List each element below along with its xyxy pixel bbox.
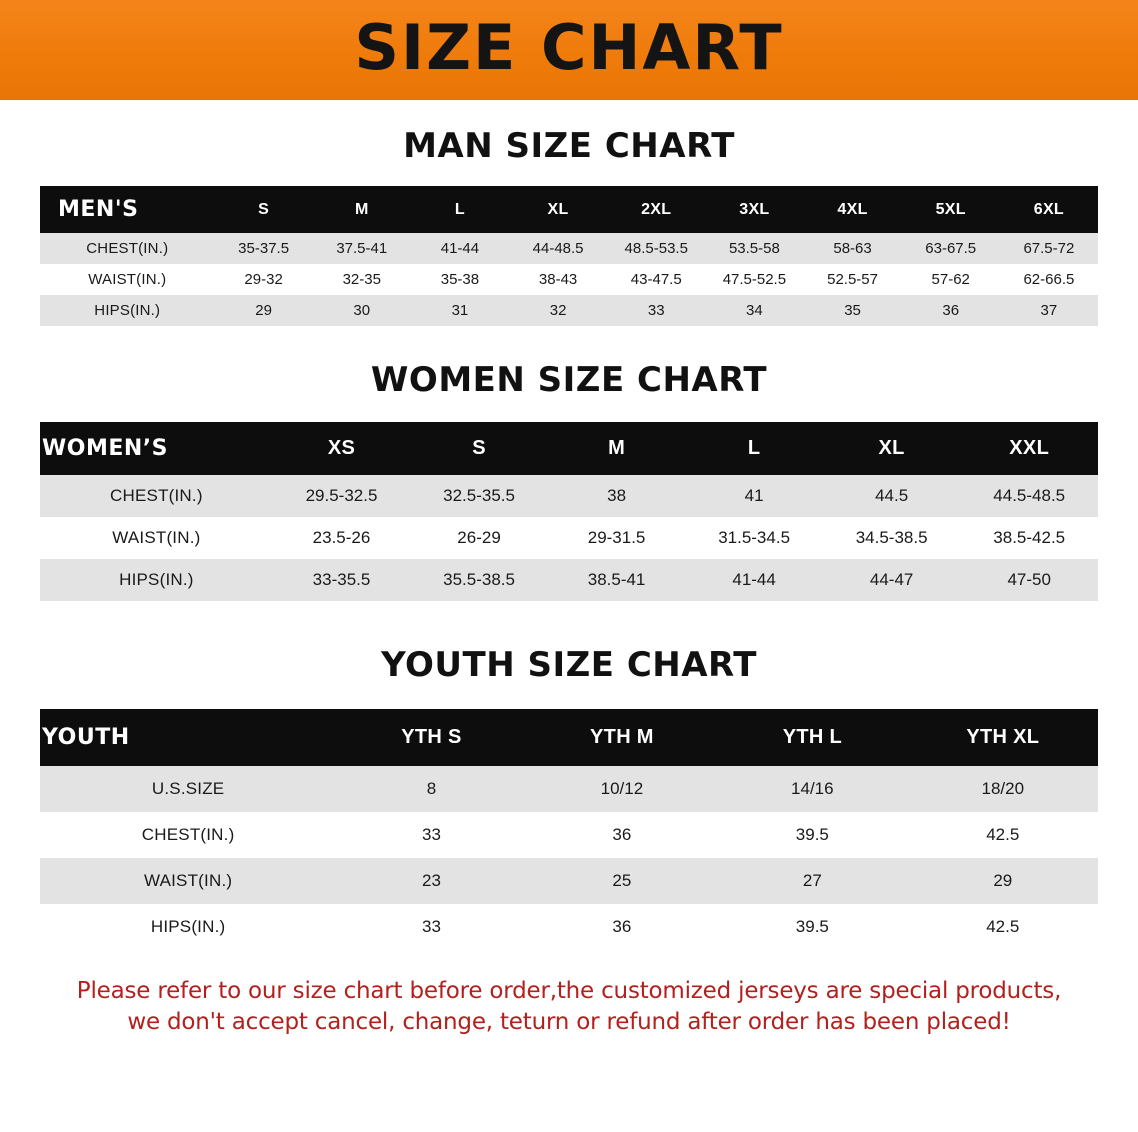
men-cell: 44-48.5 xyxy=(509,233,607,264)
men-row-label: HIPS(IN.) xyxy=(40,295,215,326)
men-cell: 29-32 xyxy=(215,264,313,295)
women-cell: 44.5 xyxy=(823,475,961,517)
women-cell: 44.5-48.5 xyxy=(960,475,1098,517)
youth-cell: 36 xyxy=(527,812,717,858)
youth-cell: 29 xyxy=(908,858,1098,904)
women-cell: 38.5-41 xyxy=(548,559,686,601)
header-banner xyxy=(0,0,1138,100)
youth-row-label: WAIST(IN.) xyxy=(40,858,336,904)
youth-section-title: YOUTH SIZE CHART xyxy=(381,645,757,685)
youth-cell: 42.5 xyxy=(908,812,1098,858)
men-row-label: CHEST(IN.) xyxy=(40,233,215,264)
women-corner-label: WOMEN’S xyxy=(40,422,273,475)
youth-col-header: YTH S xyxy=(336,709,526,766)
men-col-header: S xyxy=(215,186,313,233)
men-cell: 38-43 xyxy=(509,264,607,295)
youth-cell: 33 xyxy=(336,904,526,950)
women-cell: 23.5-26 xyxy=(273,517,411,559)
table-header-row xyxy=(40,709,1098,766)
men-cell: 30 xyxy=(313,295,411,326)
youth-cell: 39.5 xyxy=(717,812,907,858)
table-row xyxy=(40,264,1098,295)
women-cell: 34.5-38.5 xyxy=(823,517,961,559)
women-section-title: WOMEN SIZE CHART xyxy=(370,360,768,400)
men-cell: 48.5-53.5 xyxy=(607,233,705,264)
youth-cell: 23 xyxy=(336,858,526,904)
men-cell: 53.5-58 xyxy=(705,233,803,264)
men-table-body xyxy=(40,233,1098,326)
women-cell: 31.5-34.5 xyxy=(685,517,823,559)
women-cell: 29.5-32.5 xyxy=(273,475,411,517)
women-cell: 35.5-38.5 xyxy=(410,559,548,601)
women-table-wrap xyxy=(0,422,1138,601)
footer-note xyxy=(34,976,1104,1038)
youth-size-table xyxy=(40,709,1098,950)
women-cell: 32.5-35.5 xyxy=(410,475,548,517)
women-col-header: XS xyxy=(273,422,411,475)
man-table-wrap xyxy=(0,186,1138,326)
women-col-header: L xyxy=(685,422,823,475)
youth-cell: 8 xyxy=(336,766,526,812)
men-cell: 35-37.5 xyxy=(215,233,313,264)
men-col-header: 6XL xyxy=(1000,186,1098,233)
youth-cell: 33 xyxy=(336,812,526,858)
page-title: SIZE CHART xyxy=(354,11,784,84)
men-col-header: 4XL xyxy=(803,186,901,233)
table-row xyxy=(40,517,1098,559)
table-header-row xyxy=(40,422,1098,475)
men-size-table xyxy=(40,186,1098,326)
men-cell: 62-66.5 xyxy=(1000,264,1098,295)
men-cell: 29 xyxy=(215,295,313,326)
men-cell: 58-63 xyxy=(803,233,901,264)
men-cell: 37.5-41 xyxy=(313,233,411,264)
youth-cell: 27 xyxy=(717,858,907,904)
women-cell: 41 xyxy=(685,475,823,517)
women-cell: 38.5-42.5 xyxy=(960,517,1098,559)
men-cell: 32-35 xyxy=(313,264,411,295)
men-corner-label: MEN'S xyxy=(40,186,215,233)
youth-cell: 25 xyxy=(527,858,717,904)
youth-col-header: YTH M xyxy=(527,709,717,766)
men-cell: 35 xyxy=(803,295,901,326)
women-cell: 47-50 xyxy=(960,559,1098,601)
women-cell: 29-31.5 xyxy=(548,517,686,559)
table-row xyxy=(40,812,1098,858)
youth-cell: 42.5 xyxy=(908,904,1098,950)
men-cell: 47.5-52.5 xyxy=(705,264,803,295)
table-row xyxy=(40,904,1098,950)
men-cell: 37 xyxy=(1000,295,1098,326)
men-col-header: M xyxy=(313,186,411,233)
youth-row-label: HIPS(IN.) xyxy=(40,904,336,950)
women-col-header: XXL xyxy=(960,422,1098,475)
men-cell: 33 xyxy=(607,295,705,326)
men-cell: 32 xyxy=(509,295,607,326)
table-row xyxy=(40,858,1098,904)
table-row xyxy=(40,233,1098,264)
men-col-header: L xyxy=(411,186,509,233)
youth-table-head xyxy=(40,709,1098,766)
women-col-header: S xyxy=(410,422,548,475)
women-col-header: M xyxy=(548,422,686,475)
table-header-row xyxy=(40,186,1098,233)
men-cell: 31 xyxy=(411,295,509,326)
men-cell: 34 xyxy=(705,295,803,326)
table-row xyxy=(40,475,1098,517)
youth-cell: 14/16 xyxy=(717,766,907,812)
youth-row-label: CHEST(IN.) xyxy=(40,812,336,858)
women-row-label: HIPS(IN.) xyxy=(40,559,273,601)
women-table-head xyxy=(40,422,1098,475)
men-col-header: 5XL xyxy=(902,186,1000,233)
youth-row-label: U.S.SIZE xyxy=(40,766,336,812)
women-row-label: CHEST(IN.) xyxy=(40,475,273,517)
women-col-header: XL xyxy=(823,422,961,475)
men-cell: 67.5-72 xyxy=(1000,233,1098,264)
women-table-body xyxy=(40,475,1098,601)
men-col-header: 2XL xyxy=(607,186,705,233)
women-cell: 38 xyxy=(548,475,686,517)
men-cell: 57-62 xyxy=(902,264,1000,295)
footer-note-line2: we don't accept cancel, change, teturn or refund after order has been placed! xyxy=(127,1009,1011,1036)
youth-cell: 18/20 xyxy=(908,766,1098,812)
men-row-label: WAIST(IN.) xyxy=(40,264,215,295)
women-row-label: WAIST(IN.) xyxy=(40,517,273,559)
men-cell: 36 xyxy=(902,295,1000,326)
youth-corner-label: YOUTH xyxy=(40,709,336,766)
men-cell: 63-67.5 xyxy=(902,233,1000,264)
men-col-header: XL xyxy=(509,186,607,233)
men-cell: 41-44 xyxy=(411,233,509,264)
youth-cell: 39.5 xyxy=(717,904,907,950)
youth-cell: 36 xyxy=(527,904,717,950)
man-section-title: MAN SIZE CHART xyxy=(403,126,735,166)
table-row xyxy=(40,295,1098,326)
women-cell: 26-29 xyxy=(410,517,548,559)
youth-col-header: YTH XL xyxy=(908,709,1098,766)
table-row xyxy=(40,766,1098,812)
youth-cell: 10/12 xyxy=(527,766,717,812)
footer-note-line1: Please refer to our size chart before order,the customized jerseys are special products, xyxy=(76,978,1062,1004)
men-cell: 35-38 xyxy=(411,264,509,295)
youth-table-wrap xyxy=(0,709,1138,950)
women-cell: 44-47 xyxy=(823,559,961,601)
youth-col-header: YTH L xyxy=(717,709,907,766)
women-size-table xyxy=(40,422,1098,601)
youth-table-body xyxy=(40,766,1098,950)
men-table-head xyxy=(40,186,1098,233)
women-cell: 33-35.5 xyxy=(273,559,411,601)
men-cell: 52.5-57 xyxy=(803,264,901,295)
table-row xyxy=(40,559,1098,601)
men-col-header: 3XL xyxy=(705,186,803,233)
men-cell: 43-47.5 xyxy=(607,264,705,295)
women-cell: 41-44 xyxy=(685,559,823,601)
